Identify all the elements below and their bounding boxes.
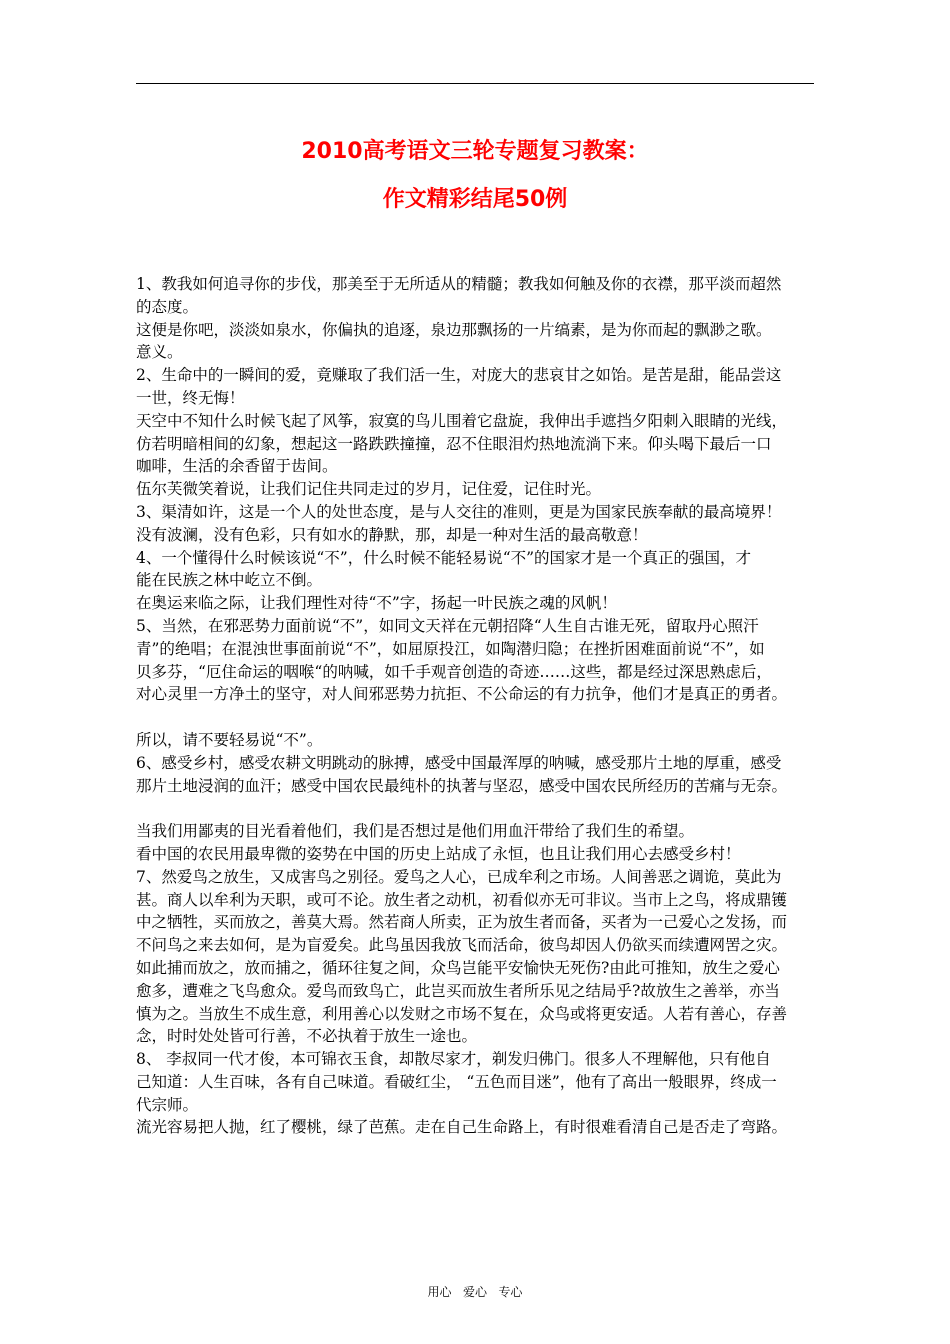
text-line: 念，时时处处皆可行善，不必执着于放生一途也。 — [136, 1027, 478, 1046]
text-line: 代宗师。 — [136, 1095, 199, 1114]
paragraph-gap — [136, 706, 820, 729]
text-line: 1、教我如何追寻你的步伐，那美至于无所适从的精髓；教我如何触及你的衣襟，那平淡而超然 — [136, 275, 782, 293]
text-line: 如此捕而放之，放而捕之，循环往复之间，众鸟岂能平安愉快无死伤?由此可推知，放生之爱心 — [136, 958, 780, 977]
text-line: 3、渠清如许，这是一个人的处世态度，是与人交往的准则，更是为国家民族奉献的最高境界！ — [136, 502, 782, 521]
header-rule — [136, 83, 814, 84]
paragraph-gap — [136, 797, 820, 820]
text-line: 6、感受乡村，感受农耕文明跳动的脉搏，感受中国最浑厚的呐喊，感受那片土地的厚重，感受 — [136, 753, 782, 772]
text-line: 己知道：人生百味，各有自己味道。看破红尘， “五色而目迷”，他有了高出一般眼界，终成一 — [136, 1072, 777, 1091]
document-body — [136, 273, 820, 1139]
text-line: 流光容易把人抛，红了樱桃，绿了芭蕉。走在自己生命路上，有时很难看清自己是否走了弯路。 — [136, 1118, 788, 1137]
text-line: 伍尔芙微笑着说，让我们记住共同走过的岁月，记住爱，记住时光。 — [136, 480, 602, 499]
text-line: 2、生命中的一瞬间的爱，竟赚取了我们活一生，对庞大的悲哀甘之如饴。是苦是甜，能品尝这 — [136, 366, 782, 385]
text-line: 甚。商人以牟利为天职，或可不论。放生者之动机，初看似亦无可非议。当市上之鸟，将成鼎镬 — [136, 890, 788, 909]
text-line: 的态度。 — [136, 297, 199, 316]
text-line: 愈多，遭难之飞鸟愈众。爱鸟而致鸟亡，此岂买而放生者所乐见之结局乎?故放生之善举，亦当 — [136, 981, 780, 1000]
text-line: 这便是你吧，淡淡如泉水，你偏执的追逐，泉边那飘扬的一片缟素，是为你而起的飘渺之歌。 — [136, 320, 772, 339]
page-footer: 用心 爱心 专心 — [427, 1285, 523, 1299]
text-line: 4、一个懂得什么时候该说“不”，什么时候不能轻易说“不”的国家才是一个真正的强国，才 — [136, 548, 752, 567]
text-line: 8、 李叔同一代才俊，本可锦衣玉食，却散尽家才，剃发归佛门。很多人不理解他，只有他自 — [136, 1050, 771, 1069]
text-line: 贝多芬，“厄住命运的咽喉“的呐喊，如千手观音创造的奇迹……这些，都是经过深思熟虑后， — [136, 662, 772, 681]
text-line: 那片土地浸润的血汗；感受中国农民最纯朴的执著与坚忍，感受中国农民所经历的苦痛与无奈。 — [136, 776, 788, 795]
text-line: 意义。 — [136, 343, 183, 362]
text-line: 天空中不知什么时候飞起了风筝，寂寞的鸟儿围着它盘旋，我伸出手遮挡夕阳刺入眼睛的光线， — [136, 411, 788, 430]
text-line: 在奥运来临之际，让我们理性对待“不”字，扬起一叶民族之魂的风帆！ — [136, 594, 617, 613]
text-line: 仿若明暗相间的幻象，想起这一路跌跌撞撞，忍不住眼泪灼热地流淌下来。仰头喝下最后一口 — [136, 434, 772, 453]
text-line: 当我们用鄙夷的目光看着他们，我们是否想过是他们用血汗带给了我们生的希望。 — [136, 822, 695, 841]
text-line: 慎为之。当放生不成生意，利用善心以发财之市场不复在，众鸟或将更安适。人若有善心，存善 — [136, 1004, 788, 1023]
text-line: 中之牺牲，买而放之，善莫大焉。然若商人所卖，正为放生者而备，买者为一己爱心之发扬，而 — [136, 913, 788, 932]
text-line: 能在民族之林中屹立不倒。 — [136, 571, 323, 590]
text-line: 青”的绝唱；在混浊世事面前说“不”，如屈原投江，如陶潜归隐；在挫折困难面前说“不”，如 — [136, 639, 765, 658]
text-line: 5、当然，在邪恶势力面前说“不”，如同文天祥在元朝招降“人生自古谁无死，留取丹心照汗 — [136, 616, 759, 635]
text-line: 没有波澜，没有色彩，只有如水的静默，那，却是一种对生活的最高敬意！ — [136, 525, 648, 544]
document-subtitle: 作文精彩结尾50例 — [382, 187, 568, 212]
text-line: 咖啡，生活的余香留于齿间。 — [136, 457, 338, 476]
document-title: 2010高考语文三轮专题复习教案： — [301, 139, 649, 164]
text-line: 不问鸟之来去如何，是为盲爱矣。此鸟虽因我放飞而活命，彼鸟却因人仍欲买而续遭网罟之灾。 — [136, 936, 788, 955]
text-line: 所以，请不要轻易说“不”。 — [136, 730, 323, 749]
text-line: 一世，终无悔！ — [136, 388, 245, 407]
text-line: 对心灵里一方净土的坚守，对人间邪恶势力抗拒、不公命运的有力抗争，他们才是真正的勇者。 — [136, 685, 788, 704]
text-line: 看中国的农民用最卑微的姿势在中国的历史上站成了永恒，也且让我们用心去感受乡村！ — [136, 844, 741, 863]
text-line: 7、然爱鸟之放生，又成害鸟之别径。爱鸟之人心，已成牟利之市场。人间善恶之调诡，莫此为 — [136, 867, 782, 886]
